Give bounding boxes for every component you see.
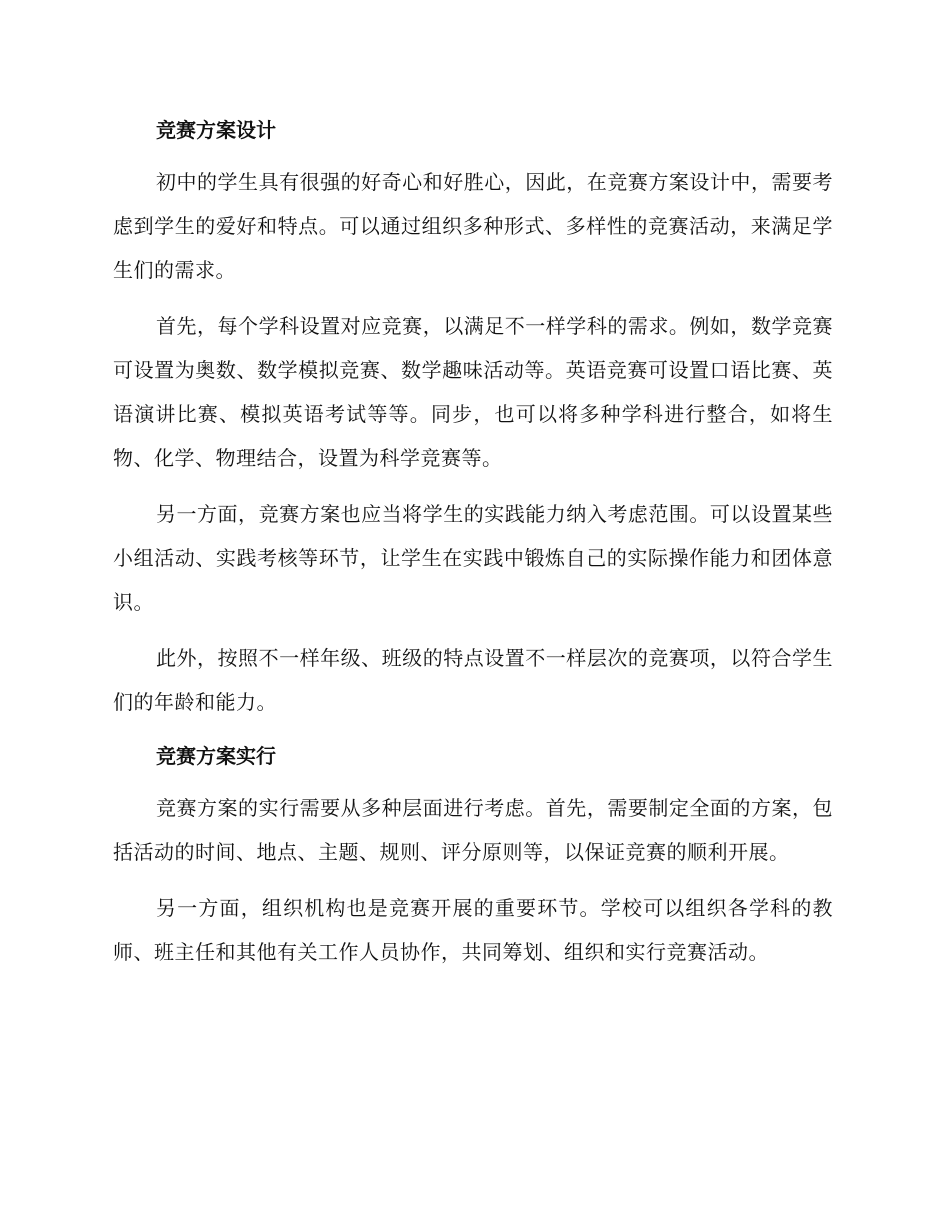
paragraph: 另一方面，竞赛方案也应当将学生的实践能力纳入考虑范围。可以设置某些小组活动、实践考核等环节，让学生在实践中锻炼自己的实际操作能力和团体意识。 <box>113 502 833 614</box>
paragraph: 初中的学生具有很强的好奇心和好胜心，因此，在竞赛方案设计中，需要考虑到学生的爱好和特点。可以通过组织多种形式、多样性的竞赛活动，来满足学生们的需求。 <box>113 170 833 282</box>
paragraph: 此外，按照不一样年级、班级的特点设置不一样层次的竞赛项，以符合学生们的年龄和能力。 <box>113 646 833 714</box>
section-heading-design: 竞赛方案设计 <box>156 118 276 142</box>
paragraph: 另一方面，组织机构也是竞赛开展的重要环节。学校可以组织各学科的教师、班主任和其他有关工作人员协作，共同筹划、组织和实行竞赛活动。 <box>113 896 833 964</box>
paragraph: 首先，每个学科设置对应竞赛，以满足不一样学科的需求。例如，数学竞赛可设置为奥数、数学模拟竞赛、数学趣味活动等。英语竞赛可设置口语比赛、英语演讲比赛、模拟英语考试等等。同步，也可以将多种学科进行整合，如将生物、化学、物理结合，设置为科学竞赛等。 <box>113 314 833 470</box>
paragraph: 竞赛方案的实行需要从多种层面进行考虑。首先，需要制定全面的方案，包括活动的时间、地点、主题、规则、评分原则等，以保证竞赛的顺利开展。 <box>113 796 833 864</box>
document-page <box>113 110 833 986</box>
section-heading-implementation: 竞赛方案实行 <box>156 744 276 768</box>
